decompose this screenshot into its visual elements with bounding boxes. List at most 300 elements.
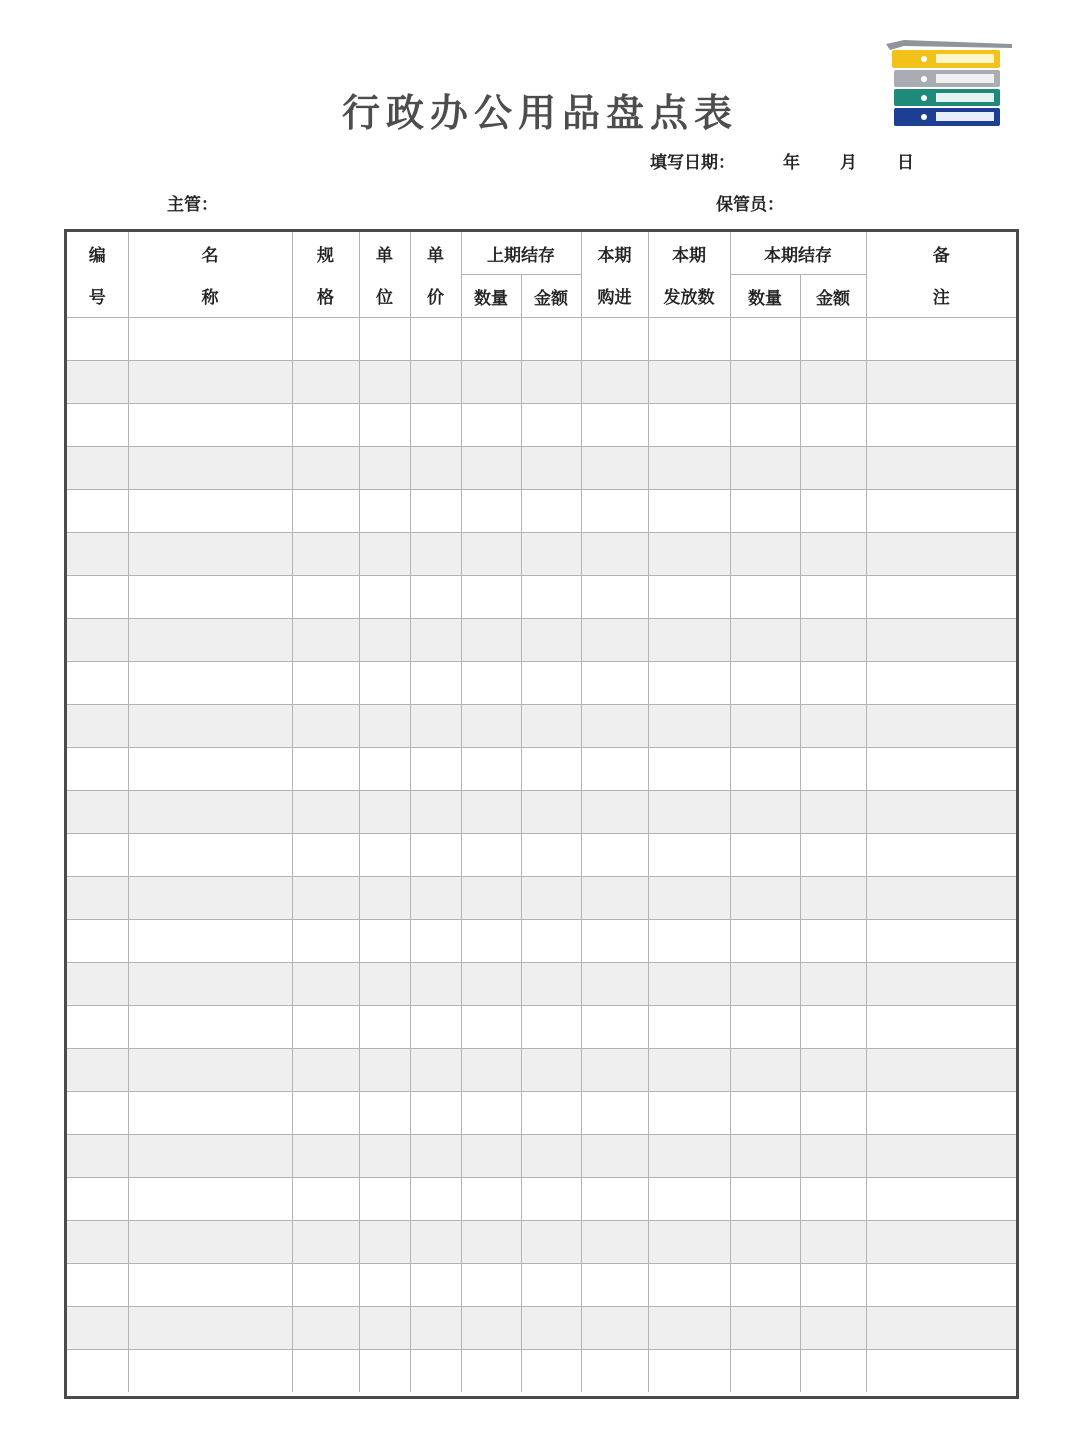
table-cell[interactable] — [128, 1049, 292, 1092]
table-cell[interactable] — [128, 963, 292, 1006]
table-cell[interactable] — [521, 318, 581, 361]
table-cell[interactable] — [461, 576, 521, 619]
table-cell[interactable] — [866, 1135, 1016, 1178]
table-cell[interactable] — [359, 1221, 410, 1264]
table-cell[interactable] — [410, 1264, 461, 1307]
table-cell[interactable] — [521, 1006, 581, 1049]
table-cell[interactable] — [359, 361, 410, 404]
table-cell[interactable] — [461, 619, 521, 662]
table-cell[interactable] — [359, 318, 410, 361]
table-cell[interactable] — [581, 619, 648, 662]
table-cell[interactable] — [461, 920, 521, 963]
table-cell[interactable] — [67, 1006, 128, 1049]
table-cell[interactable] — [866, 920, 1016, 963]
table-cell[interactable] — [581, 1178, 648, 1221]
table-cell[interactable] — [128, 662, 292, 705]
table-cell[interactable] — [461, 1006, 521, 1049]
table-cell[interactable] — [359, 1092, 410, 1135]
table-cell[interactable] — [648, 1264, 730, 1307]
table-cell[interactable] — [359, 1264, 410, 1307]
table-cell[interactable] — [730, 404, 800, 447]
table-cell[interactable] — [730, 576, 800, 619]
table-cell[interactable] — [648, 576, 730, 619]
table-cell[interactable] — [410, 662, 461, 705]
table-cell[interactable] — [800, 963, 866, 1006]
table-cell[interactable] — [461, 877, 521, 920]
table-cell[interactable] — [866, 1178, 1016, 1221]
table-cell[interactable] — [521, 1178, 581, 1221]
table-cell[interactable] — [410, 361, 461, 404]
table-cell[interactable] — [359, 705, 410, 748]
table-cell[interactable] — [410, 533, 461, 576]
table-cell[interactable] — [730, 662, 800, 705]
table-cell[interactable] — [800, 1307, 866, 1350]
table-cell[interactable] — [648, 748, 730, 791]
table-cell[interactable] — [461, 748, 521, 791]
table-cell[interactable] — [359, 1006, 410, 1049]
table-cell[interactable] — [461, 662, 521, 705]
table-cell[interactable] — [581, 920, 648, 963]
table-cell[interactable] — [461, 361, 521, 404]
table-cell[interactable] — [67, 533, 128, 576]
table-cell[interactable] — [581, 447, 648, 490]
table-cell[interactable] — [521, 662, 581, 705]
table-cell[interactable] — [128, 318, 292, 361]
table-cell[interactable] — [292, 404, 359, 447]
table-cell[interactable] — [359, 619, 410, 662]
table-cell[interactable] — [730, 1178, 800, 1221]
table-cell[interactable] — [800, 748, 866, 791]
table-cell[interactable] — [521, 490, 581, 533]
table-cell[interactable] — [581, 1092, 648, 1135]
table-cell[interactable] — [128, 791, 292, 834]
table-cell[interactable] — [292, 619, 359, 662]
table-cell[interactable] — [521, 361, 581, 404]
table-cell[interactable] — [581, 404, 648, 447]
table-cell[interactable] — [730, 619, 800, 662]
table-cell[interactable] — [67, 1092, 128, 1135]
table-cell[interactable] — [461, 1135, 521, 1178]
table-cell[interactable] — [67, 576, 128, 619]
table-cell[interactable] — [521, 834, 581, 877]
table-cell[interactable] — [461, 490, 521, 533]
table-cell[interactable] — [461, 1092, 521, 1135]
table-cell[interactable] — [410, 447, 461, 490]
table-cell[interactable] — [800, 533, 866, 576]
table-cell[interactable] — [581, 1264, 648, 1307]
table-cell[interactable] — [292, 963, 359, 1006]
table-cell[interactable] — [521, 576, 581, 619]
table-cell[interactable] — [292, 1221, 359, 1264]
table-cell[interactable] — [648, 963, 730, 1006]
table-cell[interactable] — [128, 1092, 292, 1135]
table-cell[interactable] — [128, 920, 292, 963]
table-cell[interactable] — [67, 963, 128, 1006]
table-cell[interactable] — [866, 533, 1016, 576]
table-cell[interactable] — [866, 748, 1016, 791]
table-cell[interactable] — [521, 1307, 581, 1350]
table-cell[interactable] — [67, 791, 128, 834]
table-cell[interactable] — [67, 447, 128, 490]
table-cell[interactable] — [410, 1221, 461, 1264]
table-cell[interactable] — [461, 791, 521, 834]
table-cell[interactable] — [359, 1049, 410, 1092]
table-cell[interactable] — [866, 318, 1016, 361]
table-cell[interactable] — [581, 1307, 648, 1350]
table-cell[interactable] — [128, 447, 292, 490]
table-cell[interactable] — [461, 318, 521, 361]
table-cell[interactable] — [730, 705, 800, 748]
table-cell[interactable] — [67, 920, 128, 963]
table-cell[interactable] — [359, 748, 410, 791]
table-cell[interactable] — [410, 748, 461, 791]
table-cell[interactable] — [730, 877, 800, 920]
table-cell[interactable] — [359, 533, 410, 576]
table-cell[interactable] — [128, 1135, 292, 1178]
table-cell[interactable] — [866, 1049, 1016, 1092]
table-cell[interactable] — [581, 1049, 648, 1092]
table-cell[interactable] — [521, 748, 581, 791]
table-cell[interactable] — [128, 1307, 292, 1350]
table-cell[interactable] — [648, 490, 730, 533]
table-cell[interactable] — [359, 963, 410, 1006]
table-cell[interactable] — [648, 705, 730, 748]
table-cell[interactable] — [461, 834, 521, 877]
table-cell[interactable] — [128, 404, 292, 447]
table-cell[interactable] — [800, 705, 866, 748]
table-cell[interactable] — [128, 1264, 292, 1307]
table-cell[interactable] — [359, 1178, 410, 1221]
table-cell[interactable] — [648, 533, 730, 576]
table-cell[interactable] — [521, 1264, 581, 1307]
table-cell[interactable] — [67, 662, 128, 705]
table-cell[interactable] — [730, 1350, 800, 1393]
table-cell[interactable] — [410, 1135, 461, 1178]
table-cell[interactable] — [410, 920, 461, 963]
table-cell[interactable] — [648, 920, 730, 963]
table-cell[interactable] — [521, 533, 581, 576]
table-cell[interactable] — [730, 490, 800, 533]
table-cell[interactable] — [581, 748, 648, 791]
table-cell[interactable] — [410, 1178, 461, 1221]
table-cell[interactable] — [67, 1049, 128, 1092]
table-cell[interactable] — [581, 361, 648, 404]
table-cell[interactable] — [461, 1350, 521, 1393]
table-cell[interactable] — [581, 834, 648, 877]
table-cell[interactable] — [581, 877, 648, 920]
table-cell[interactable] — [359, 404, 410, 447]
table-cell[interactable] — [67, 404, 128, 447]
table-cell[interactable] — [521, 1350, 581, 1393]
table-cell[interactable] — [461, 404, 521, 447]
table-cell[interactable] — [410, 877, 461, 920]
table-cell[interactable] — [292, 1350, 359, 1393]
table-cell[interactable] — [800, 920, 866, 963]
table-cell[interactable] — [521, 920, 581, 963]
table-cell[interactable] — [730, 1006, 800, 1049]
table-cell[interactable] — [648, 404, 730, 447]
table-cell[interactable] — [581, 705, 648, 748]
table-cell[interactable] — [581, 576, 648, 619]
table-cell[interactable] — [128, 1006, 292, 1049]
table-cell[interactable] — [128, 361, 292, 404]
table-cell[interactable] — [866, 576, 1016, 619]
table-cell[interactable] — [648, 619, 730, 662]
table-cell[interactable] — [866, 619, 1016, 662]
table-cell[interactable] — [866, 662, 1016, 705]
table-cell[interactable] — [128, 877, 292, 920]
table-cell[interactable] — [292, 1307, 359, 1350]
table-cell[interactable] — [67, 877, 128, 920]
table-cell[interactable] — [359, 877, 410, 920]
table-cell[interactable] — [410, 619, 461, 662]
table-cell[interactable] — [648, 1221, 730, 1264]
table-cell[interactable] — [292, 920, 359, 963]
table-cell[interactable] — [292, 1092, 359, 1135]
table-cell[interactable] — [521, 447, 581, 490]
table-cell[interactable] — [581, 1221, 648, 1264]
table-cell[interactable] — [648, 361, 730, 404]
table-cell[interactable] — [292, 533, 359, 576]
table-cell[interactable] — [730, 963, 800, 1006]
table-cell[interactable] — [581, 1350, 648, 1393]
table-cell[interactable] — [521, 705, 581, 748]
table-cell[interactable] — [461, 963, 521, 1006]
table-cell[interactable] — [730, 1221, 800, 1264]
table-cell[interactable] — [648, 877, 730, 920]
table-cell[interactable] — [292, 1135, 359, 1178]
table-cell[interactable] — [800, 834, 866, 877]
table-cell[interactable] — [128, 1350, 292, 1393]
table-cell[interactable] — [730, 1135, 800, 1178]
table-cell[interactable] — [800, 1350, 866, 1393]
table-cell[interactable] — [866, 963, 1016, 1006]
table-cell[interactable] — [67, 1178, 128, 1221]
table-cell[interactable] — [461, 705, 521, 748]
table-cell[interactable] — [410, 404, 461, 447]
table-cell[interactable] — [292, 705, 359, 748]
table-cell[interactable] — [410, 576, 461, 619]
table-cell[interactable] — [866, 1092, 1016, 1135]
table-cell[interactable] — [410, 318, 461, 361]
table-cell[interactable] — [461, 447, 521, 490]
table-cell[interactable] — [359, 662, 410, 705]
table-cell[interactable] — [648, 1092, 730, 1135]
table-cell[interactable] — [359, 1350, 410, 1393]
table-cell[interactable] — [128, 619, 292, 662]
table-cell[interactable] — [359, 920, 410, 963]
table-cell[interactable] — [648, 318, 730, 361]
table-cell[interactable] — [67, 318, 128, 361]
table-cell[interactable] — [292, 1178, 359, 1221]
table-cell[interactable] — [521, 404, 581, 447]
table-cell[interactable] — [292, 662, 359, 705]
table-cell[interactable] — [866, 490, 1016, 533]
table-cell[interactable] — [730, 1049, 800, 1092]
table-cell[interactable] — [292, 447, 359, 490]
table-cell[interactable] — [359, 834, 410, 877]
table-cell[interactable] — [581, 1006, 648, 1049]
table-cell[interactable] — [67, 1264, 128, 1307]
table-cell[interactable] — [866, 791, 1016, 834]
table-cell[interactable] — [461, 1049, 521, 1092]
table-cell[interactable] — [521, 877, 581, 920]
table-cell[interactable] — [521, 1221, 581, 1264]
table-cell[interactable] — [67, 1307, 128, 1350]
table-cell[interactable] — [410, 1049, 461, 1092]
table-cell[interactable] — [67, 619, 128, 662]
table-cell[interactable] — [730, 1307, 800, 1350]
table-cell[interactable] — [730, 533, 800, 576]
table-cell[interactable] — [866, 1264, 1016, 1307]
table-cell[interactable] — [800, 1092, 866, 1135]
table-cell[interactable] — [866, 877, 1016, 920]
table-cell[interactable] — [866, 1006, 1016, 1049]
table-cell[interactable] — [648, 1049, 730, 1092]
table-cell[interactable] — [648, 447, 730, 490]
table-cell[interactable] — [67, 834, 128, 877]
table-cell[interactable] — [292, 834, 359, 877]
table-cell[interactable] — [128, 1178, 292, 1221]
table-cell[interactable] — [292, 1264, 359, 1307]
table-cell[interactable] — [292, 1006, 359, 1049]
table-cell[interactable] — [128, 490, 292, 533]
table-cell[interactable] — [461, 1264, 521, 1307]
table-cell[interactable] — [292, 748, 359, 791]
table-cell[interactable] — [800, 619, 866, 662]
table-cell[interactable] — [581, 490, 648, 533]
table-cell[interactable] — [730, 920, 800, 963]
table-cell[interactable] — [410, 834, 461, 877]
table-cell[interactable] — [800, 1135, 866, 1178]
table-cell[interactable] — [800, 490, 866, 533]
table-cell[interactable] — [521, 963, 581, 1006]
table-cell[interactable] — [800, 404, 866, 447]
table-cell[interactable] — [866, 1350, 1016, 1393]
table-cell[interactable] — [128, 834, 292, 877]
table-cell[interactable] — [410, 963, 461, 1006]
table-cell[interactable] — [67, 748, 128, 791]
table-cell[interactable] — [866, 361, 1016, 404]
table-cell[interactable] — [730, 1264, 800, 1307]
table-cell[interactable] — [410, 791, 461, 834]
table-cell[interactable] — [866, 1307, 1016, 1350]
table-cell[interactable] — [410, 705, 461, 748]
table-cell[interactable] — [581, 963, 648, 1006]
table-cell[interactable] — [648, 662, 730, 705]
table-cell[interactable] — [292, 490, 359, 533]
table-cell[interactable] — [521, 1049, 581, 1092]
table-cell[interactable] — [648, 1135, 730, 1178]
table-cell[interactable] — [866, 447, 1016, 490]
table-cell[interactable] — [128, 748, 292, 791]
table-cell[interactable] — [292, 318, 359, 361]
table-cell[interactable] — [67, 490, 128, 533]
table-cell[interactable] — [866, 1221, 1016, 1264]
table-cell[interactable] — [359, 1307, 410, 1350]
table-cell[interactable] — [800, 791, 866, 834]
table-cell[interactable] — [648, 834, 730, 877]
table-cell[interactable] — [800, 447, 866, 490]
table-cell[interactable] — [292, 361, 359, 404]
table-cell[interactable] — [730, 748, 800, 791]
table-cell[interactable] — [800, 877, 866, 920]
table-cell[interactable] — [800, 662, 866, 705]
table-cell[interactable] — [410, 490, 461, 533]
table-cell[interactable] — [292, 576, 359, 619]
table-cell[interactable] — [581, 318, 648, 361]
table-cell[interactable] — [67, 1350, 128, 1393]
table-cell[interactable] — [866, 834, 1016, 877]
table-cell[interactable] — [800, 576, 866, 619]
table-cell[interactable] — [461, 533, 521, 576]
table-cell[interactable] — [730, 1092, 800, 1135]
table-cell[interactable] — [128, 533, 292, 576]
table-cell[interactable] — [67, 361, 128, 404]
table-cell[interactable] — [128, 576, 292, 619]
table-cell[interactable] — [359, 791, 410, 834]
table-cell[interactable] — [800, 1221, 866, 1264]
table-cell[interactable] — [67, 1221, 128, 1264]
table-cell[interactable] — [800, 361, 866, 404]
table-cell[interactable] — [461, 1178, 521, 1221]
table-cell[interactable] — [67, 705, 128, 748]
table-cell[interactable] — [410, 1307, 461, 1350]
table-cell[interactable] — [410, 1350, 461, 1393]
table-cell[interactable] — [359, 1135, 410, 1178]
table-cell[interactable] — [521, 1092, 581, 1135]
table-cell[interactable] — [292, 791, 359, 834]
table-cell[interactable] — [800, 1049, 866, 1092]
table-cell[interactable] — [866, 705, 1016, 748]
table-cell[interactable] — [648, 1350, 730, 1393]
table-cell[interactable] — [648, 1178, 730, 1221]
table-cell[interactable] — [581, 533, 648, 576]
table-cell[interactable] — [359, 576, 410, 619]
table-cell[interactable] — [730, 791, 800, 834]
table-cell[interactable] — [800, 1264, 866, 1307]
table-cell[interactable] — [730, 834, 800, 877]
table-cell[interactable] — [461, 1307, 521, 1350]
table-cell[interactable] — [648, 1006, 730, 1049]
table-cell[interactable] — [521, 1135, 581, 1178]
table-cell[interactable] — [521, 791, 581, 834]
table-cell[interactable] — [410, 1006, 461, 1049]
table-cell[interactable] — [581, 791, 648, 834]
table-cell[interactable] — [410, 1092, 461, 1135]
table-cell[interactable] — [800, 318, 866, 361]
table-cell[interactable] — [581, 662, 648, 705]
table-cell[interactable] — [359, 490, 410, 533]
table-cell[interactable] — [521, 619, 581, 662]
table-cell[interactable] — [866, 404, 1016, 447]
table-cell[interactable] — [292, 1049, 359, 1092]
table-cell[interactable] — [581, 1135, 648, 1178]
table-cell[interactable] — [800, 1006, 866, 1049]
table-cell[interactable] — [461, 1221, 521, 1264]
table-cell[interactable] — [359, 447, 410, 490]
table-cell[interactable] — [648, 1307, 730, 1350]
table-cell[interactable] — [730, 318, 800, 361]
table-cell[interactable] — [67, 1135, 128, 1178]
table-cell[interactable] — [730, 447, 800, 490]
table-cell[interactable] — [128, 705, 292, 748]
table-cell[interactable] — [292, 877, 359, 920]
table-cell[interactable] — [648, 791, 730, 834]
table-cell[interactable] — [800, 1178, 866, 1221]
table-cell[interactable] — [730, 361, 800, 404]
table-cell[interactable] — [128, 1221, 292, 1264]
